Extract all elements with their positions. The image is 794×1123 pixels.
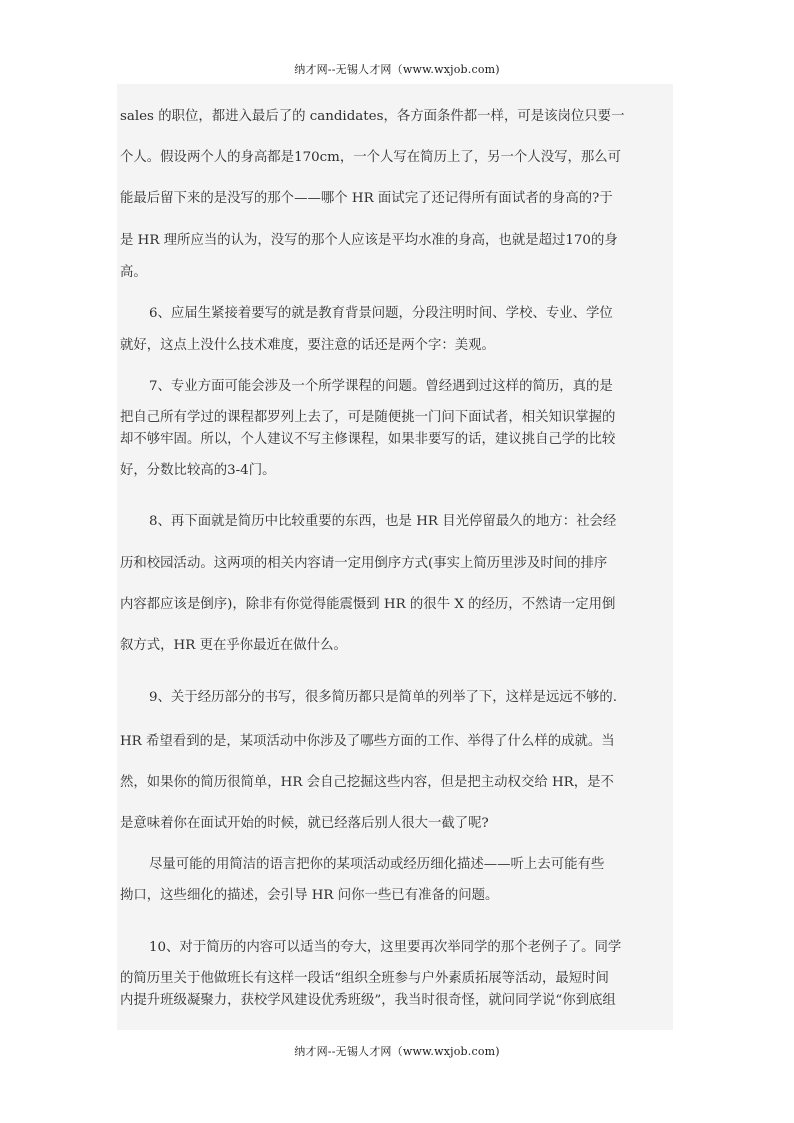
body-line: 是 HR 理所应当的认为，没写的那个人应该是平均水准的身高，也就是超过170的身 xyxy=(120,233,618,248)
paragraph-6-line: 6、应届生紧接着要写的就是教育背景问题，分段注明时间、学校、专业、学位 xyxy=(149,306,613,321)
paragraph-9-line: 9、关于经历部分的书写，很多简历都只是简单的列举了下，这样是远远不够的. xyxy=(149,690,618,705)
body-line: 能最后留下来的是没写的那个——哪个 HR 面试完了还记得所有面试者的身高的?于 xyxy=(120,191,613,206)
body-line: 好，分数比较高的3-4门。 xyxy=(120,463,276,478)
paragraph-detail-line: 尽量可能的用简洁的语言把你的某项活动或经历细化描述——听上去可能有些 xyxy=(149,857,605,872)
body-line: HR 希望看到的是，某项活动中你涉及了哪些方面的工作、举得了什么样的成就。当 xyxy=(120,734,615,749)
body-line: 内容都应该是倒序)，除非有你觉得能震慑到 HR 的很牛 X 的经历，不然请一定用倒 xyxy=(120,597,616,612)
body-line: 叙方式，HR 更在乎你最近在做什么。 xyxy=(120,638,347,653)
body-line: 高。 xyxy=(120,265,147,280)
page-footer: 纳才网--无锡人才网（www.wxjob.com) xyxy=(294,1045,500,1058)
page-header: 纳才网--无锡人才网（www.wxjob.com) xyxy=(294,63,500,76)
body-line: 却不够牢固。所以，个人建议不写主修课程，如果非要写的话，建议挑自己学的比较 xyxy=(120,432,616,447)
paragraph-7-line: 7、专业方面可能会涉及一个所学课程的问题。曾经遇到过这样的简历，真的是 xyxy=(149,379,613,394)
body-line: 个人。假设两个人的身高都是170cm，一个人写在简历上了，另一个人没写，那么可 xyxy=(120,150,622,165)
paragraph-10-line: 10、对于简历的内容可以适当的夸大，这里要再次举同学的那个老例子了。同学 xyxy=(149,940,622,955)
body-line: sales 的职位，都进入最后了的 candidates，各方面条件都一样，可是该岗位只要一 xyxy=(120,109,625,124)
body-line: 拗口，这些细化的描述，会引导 HR 问你一些已有准备的问题。 xyxy=(120,888,499,903)
body-line: 就好，这点上没什么技术难度，要注意的话还是两个字：美观。 xyxy=(120,338,495,353)
body-line: 的简历里关于他做班长有这样一段话“组织全班参与户外素质拓展等活动，最短时间 xyxy=(120,971,609,986)
body-line: 历和校园活动。这两项的相关内容请一定用倒序方式(事实上简历里涉及时间的排序 xyxy=(120,556,608,571)
body-line: 是意味着你在面试开始的时候，就已经落后别人很大一截了呢? xyxy=(120,816,489,831)
body-line: 然，如果你的简历很简单，HR 会自己挖掘这些内容，但是把主动权交给 HR，是不 xyxy=(120,775,614,790)
body-line: 把自己所有学过的课程都罗列上去了，可是随便挑一门问下面试者，相关知识掌握的 xyxy=(120,410,616,425)
body-line: 内提升班级凝聚力，获校学风建设优秀班级”，我当时很奇怪，就问同学说“你到底组 xyxy=(120,993,616,1008)
paragraph-8-line: 8、再下面就是简历中比较重要的东西，也是 HR 目光停留最久的地方：社会经 xyxy=(149,514,617,529)
